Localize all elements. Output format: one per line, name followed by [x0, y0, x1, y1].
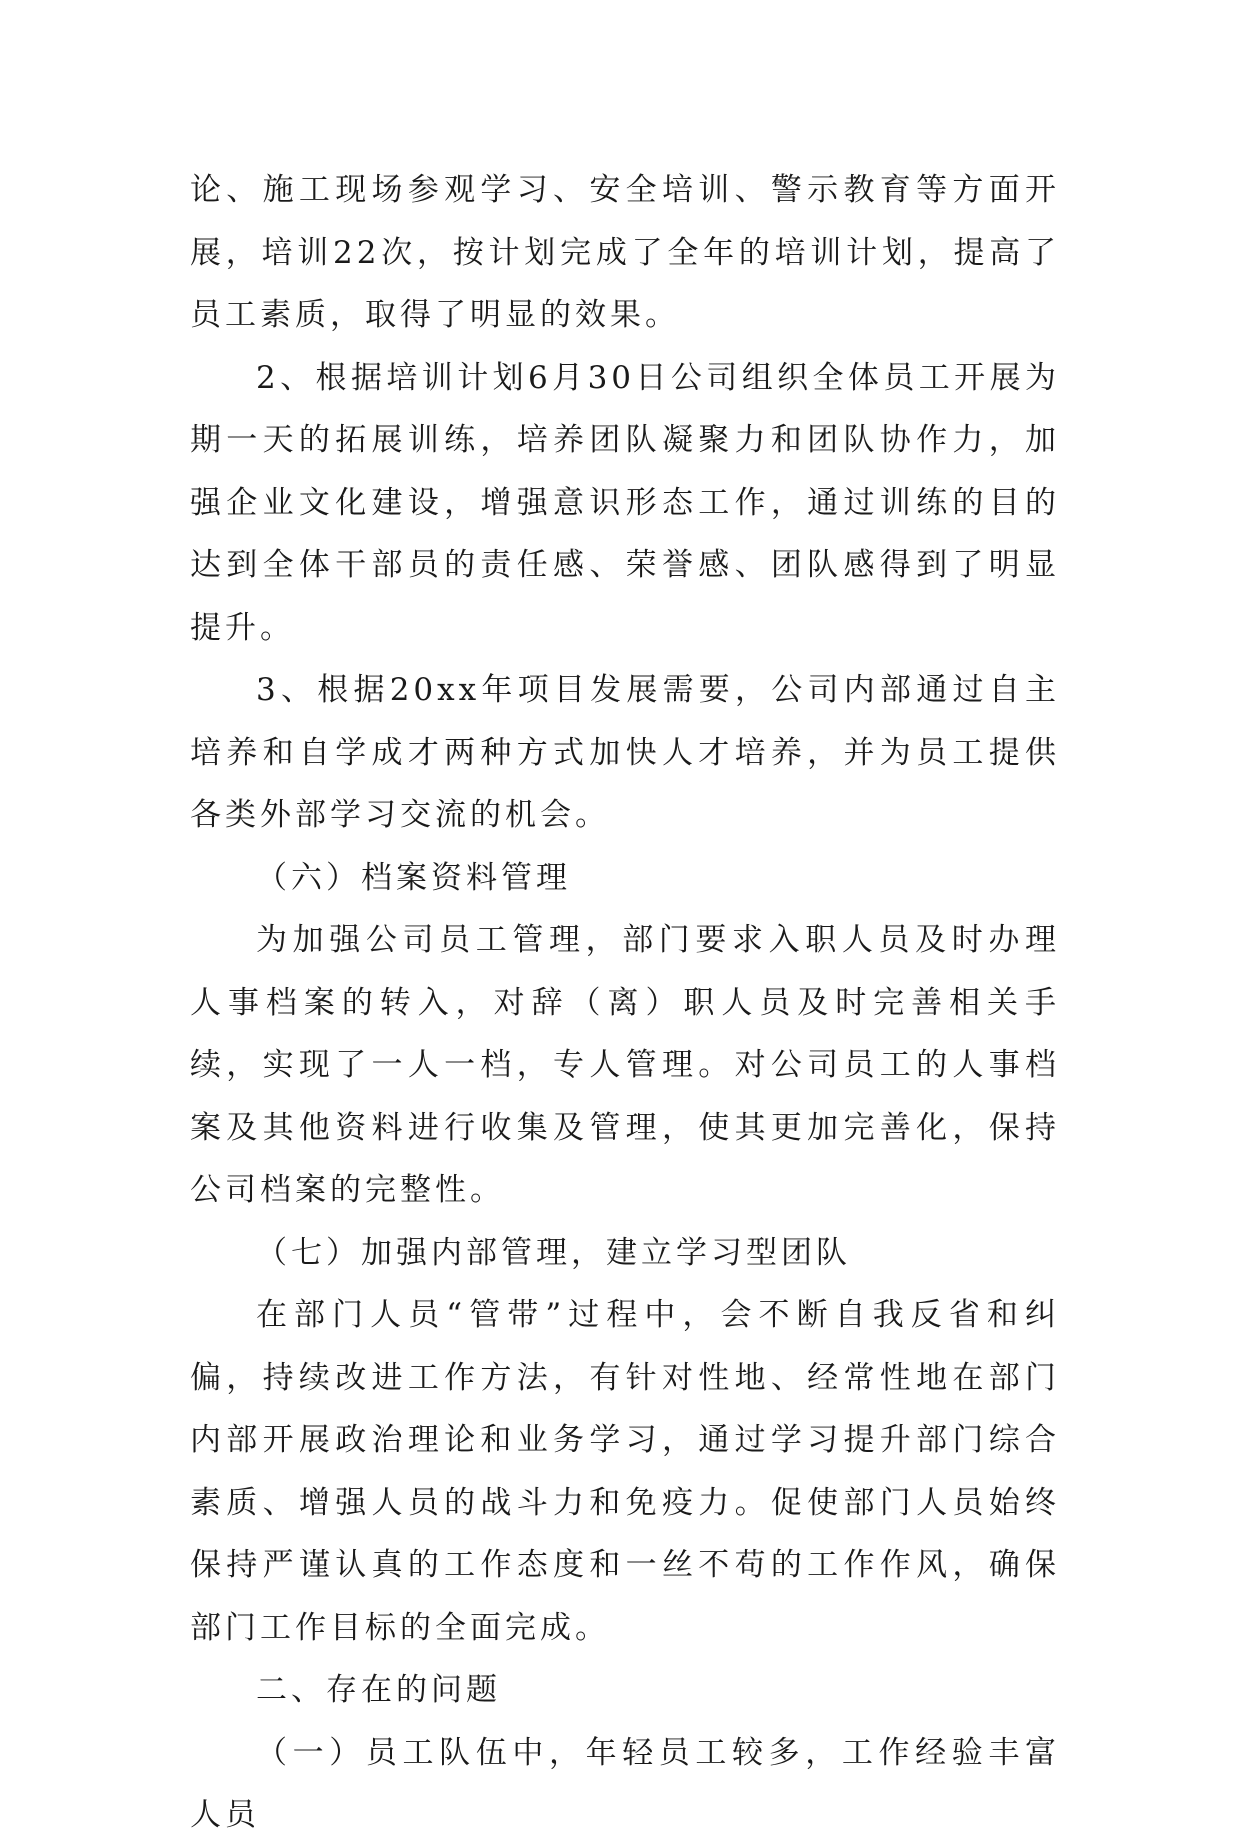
- paragraph-archive-management: 为加强公司员工管理，部门要求入职人员及时办理人事档案的转入，对辞（离）职人员及时完善相关手续，实现了一人一档，专人管理。对公司员工的人事档案及其他资料进行收集及管理，使其更加完善化，保持公司档案的完整性。: [190, 922, 1060, 1208]
- paragraph-talent-development: 3、根据20xx年项目发展需要，公司内部通过自主培养和自学成才两种方式加快人才培养，并为员工提供各类外部学习交流的机会。: [190, 672, 1060, 833]
- paragraph-problem-one: （一）员工队伍中，年轻员工较多，工作经验丰富人员: [190, 1734, 1060, 1833]
- paragraph-internal-management: 在部门人员“管带”过程中，会不断自我反省和纠偏，持续改进工作方法，有针对性地、经常性地在部门内部开展政治理论和业务学习，通过学习提升部门综合素质、增强人员的战斗力和免疫力。促使部门人员始终保持严谨认真的工作态度和一丝不苟的工作作风，确保部门工作目标的全面完成。: [190, 1297, 1060, 1646]
- heading-existing-problems: 二、存在的问题: [256, 1672, 501, 1708]
- document-body: [190, 159, 1060, 1847]
- paragraph-training-summary: 论、施工现场参观学习、安全培训、警示教育等方面开展，培训22次，按计划完成了全年的培训计划，提高了员工素质，取得了明显的效果。: [190, 172, 1060, 333]
- paragraph-outward-training: 2、根据培训计划6月30日公司组织全体员工开展为期一天的拓展训练，培养团队凝聚力和团队协作力，加强企业文化建设，增强意识形态工作，通过训练的目的达到全体干部员的责任感、荣誉感、团队感得到了明显提升。: [190, 359, 1060, 646]
- heading-internal-management: （七）加强内部管理，建立学习型团队: [256, 1234, 851, 1271]
- heading-archive-management: （六）档案资料管理: [256, 859, 571, 896]
